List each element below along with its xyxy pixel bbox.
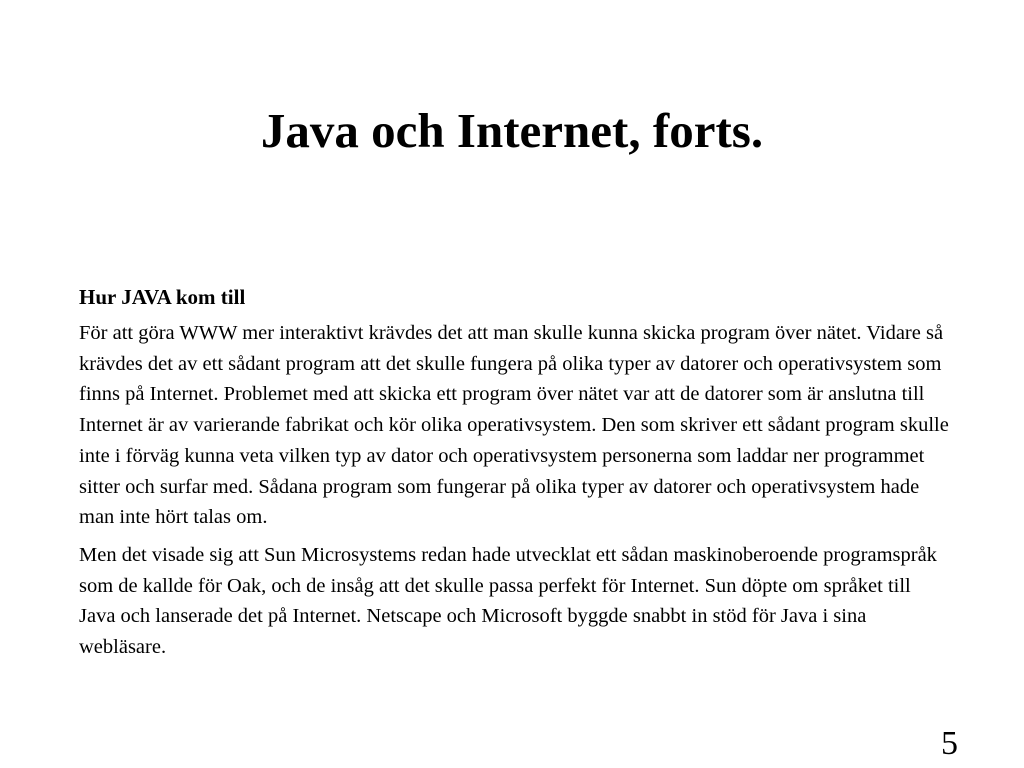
paragraph-2: Men det visade sig att Sun Microsystems redan hade utvecklat ett sådan maskinoberoende programspråk som de kallde för Oak, och de insåg att det skulle passa perfekt för Internet. Sun döpte om språket till Java och lanserade det på Internet. Netscape och Microsoft byggde snabbt in stöd för Java i sina webläsare. [79, 543, 937, 659]
page-number: 5 [941, 725, 958, 762]
slide-content [79, 282, 949, 670]
slide-title: Java och Internet, forts. [260, 103, 764, 158]
paragraph-1: För att göra WWW mer interaktivt krävdes det att man skulle kunna skicka program över nätet. Vidare så krävdes det av ett sådant program att det skulle fungera på olika typer av datorer och operativsystem som finns på Internet. Problemet med att skicka ett program över nätet var att de datorer som är anslutna till Internet är av varierande fabrikat och kör olika operativsystem. Den som skriver ett sådant program skulle inte i förväg kunna veta vilken typ av dator och operativsystem personerna som laddar ner programmet sitter och surfar med. Sådana program som fungerar på olika typer av datorer och operativsystem hade man inte hört talas om. [79, 322, 949, 529]
section-heading: Hur JAVA kom till [79, 285, 246, 309]
